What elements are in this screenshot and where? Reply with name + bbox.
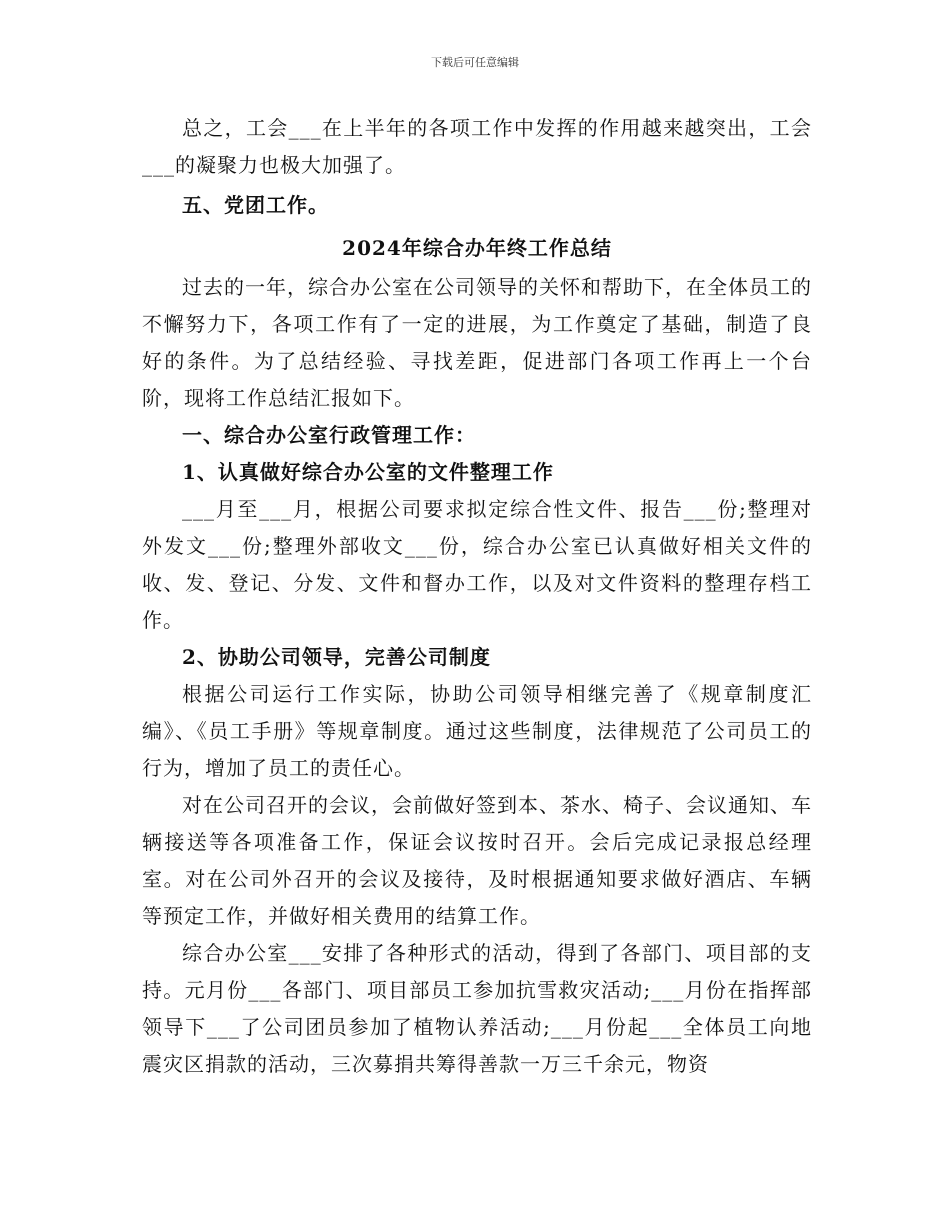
paragraph-activities: 综合办公室___安排了各种形式的活动，得到了各部门、项目部的支持。元月份___各部门、项目部员工参加抗雪救灾活动;___月份在指挥部领导下___了公司团员参加了植物认养活动;___月份起___全体员工向地震灾区捐款的活动，三次募捐共筹得善款一万三千余元，物资 [142, 941, 812, 1076]
subheading-company-rules: 2、协助公司领导，完善公司制度 [182, 645, 491, 669]
paragraph-meetings: 对在公司召开的会议，会前做好签到本、茶水、椅子、会议通知、车辆接送等各项准备工作，保证会议按时召开。会后完成记录报总经理室。对在公司外召开的会议及接待，及时根据通知要求做好酒店、车辆等预定工作，并做好相关费用的结算工作。 [142, 793, 812, 928]
paragraph-file-management: ___月至___月，根据公司要求拟定综合性文件、报告___份;整理对外发文___份;整理外部收文___份，综合办公室已认真做好相关文件的收、发、登记、分发、文件和督办工作，以及对文件资料的整理存档工作。 [142, 497, 812, 632]
document-body [142, 110, 812, 1083]
heading-admin-work: 一、综合办公室行政管理工作： [182, 423, 476, 447]
page-header: 下载后可任意编辑 [431, 56, 519, 69]
heading-party-work: 五、党团工作。 [182, 193, 329, 217]
paragraph-intro: 过去的一年，综合办公室在公司领导的关怀和帮助下，在全体员工的不懈努力下，各项工作有了一定的进展，为工作奠定了基础，制造了良好的条件。为了总结经验、寻找差距，促进部门各项工作再上一个台阶，现将工作总结汇报如下。 [142, 275, 812, 410]
paragraph-company-rules: 根据公司运行工作实际，协助公司领导相继完善了《规章制度汇编》、《员工手册》等规章制度。通过这些制度，法律规范了公司员工的行为，增加了员工的责任心。 [142, 682, 812, 780]
document-title: 2024年综合办年终工作总结 [342, 236, 612, 260]
subheading-file-management: 1、认真做好综合办公室的文件整理工作 [182, 460, 554, 484]
paragraph-union-summary: 总之，工会___在上半年的各项工作中发挥的作用越来越突出，工会___的凝聚力也极大加强了。 [142, 116, 812, 177]
